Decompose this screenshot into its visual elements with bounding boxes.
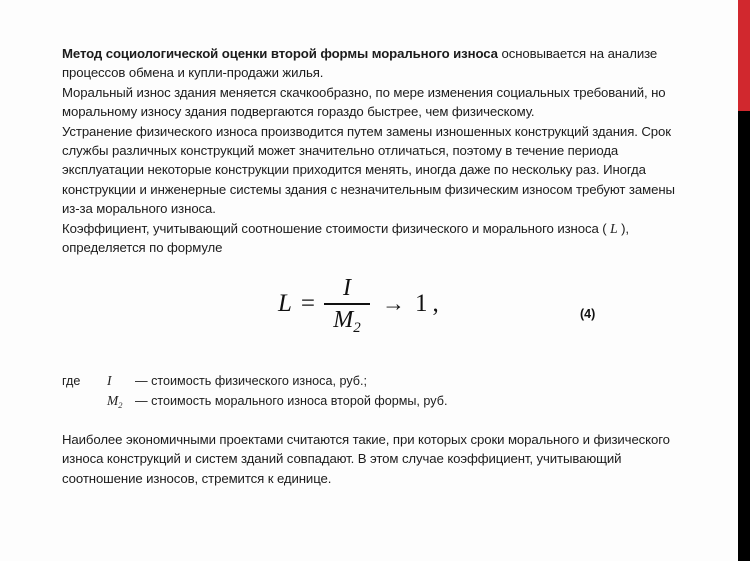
denominator-base: M: [333, 307, 354, 333]
slide-body-content: [62, 44, 690, 257]
formula-equals-sign: =: [300, 290, 316, 317]
paragraph-moral-wear-dynamics: Моральный износ здания меняется скачкообразно, по мере изменения социальных требований, но моральному износу здания подвергаются гораздо быстрее, чем физическому.: [62, 84, 666, 120]
where-dash-first: —: [135, 374, 148, 388]
where-symbol-m2-subscript: 2: [118, 399, 123, 410]
decorative-red-edge-bar: [738, 0, 750, 111]
where-line-first: [62, 371, 662, 391]
formula-denominator-m2: [325, 305, 369, 336]
denominator-subscript: 2: [353, 320, 361, 336]
where-symbol-m2-base: M: [107, 393, 119, 408]
decorative-black-edge-bar: [738, 111, 750, 561]
where-dash-second: —: [135, 394, 148, 408]
paragraph-physical-wear-removal: Устранение физического износа производится путем замены изношенных конструкций здания. Срок службы различных конструкций может значительно отличаться, поэтому в течение периода эксплуатации некоторые конструкции приходится менять, иногда даже по нескольку раз. Иногда конструкции и инженерные системы здания с незначительным физическим износом требуют замены из-за морального износа.: [62, 123, 675, 217]
where-line-second: [62, 391, 662, 412]
inline-variable-l: L: [610, 220, 618, 236]
where-symbol-i: [102, 371, 135, 390]
where-definition-m2: [135, 392, 662, 411]
paragraph-economical-projects: Наиболее экономичными проектами считаются такие, при которых сроки морального и физического износа конструкций и систем зданий совпадают. В этом случае коэффициент, учитывающий соотношение износов, стремится к единице.: [62, 432, 670, 486]
formula-equation: [278, 275, 439, 336]
formula-arrow-icon: →: [382, 291, 406, 316]
where-definition-m2-text: стоимость морального износа второй формы, руб.: [151, 394, 448, 408]
where-definition-i: [135, 372, 662, 391]
formula-lhs-l: L: [278, 290, 292, 317]
paragraph-method-definition: [62, 44, 690, 83]
where-definition-i-text: стоимость физического износа, руб.;: [151, 374, 367, 388]
formula-limit-value: 1: [415, 290, 428, 317]
formula-trailing-comma: ,: [432, 290, 439, 317]
coefficient-intro-before: Коэффициент, учитывающий соотношение стоимости физического и морального износа (: [62, 220, 611, 236]
equation-number: (4): [580, 307, 596, 321]
paragraph-lead-rest: основывается на анализе процессов обмена и купли-продажи жилья.: [62, 46, 658, 81]
paragraph-coefficient-intro: [62, 219, 690, 258]
formula-fraction: [324, 275, 370, 336]
where-symbol-m2: [102, 391, 135, 412]
formula-numerator-i: I: [343, 275, 352, 301]
closing-paragraph-region: [62, 430, 690, 488]
paragraph-lead-bold: Метод социологической оценки второй формы морального износа: [62, 46, 498, 61]
coefficient-intro-after: ), определяется по формуле: [62, 220, 629, 256]
formula-region: [0, 276, 690, 346]
where-symbol-i-base: I: [107, 373, 112, 388]
where-keyword: где: [62, 374, 81, 388]
where-definitions-block: [62, 371, 662, 412]
